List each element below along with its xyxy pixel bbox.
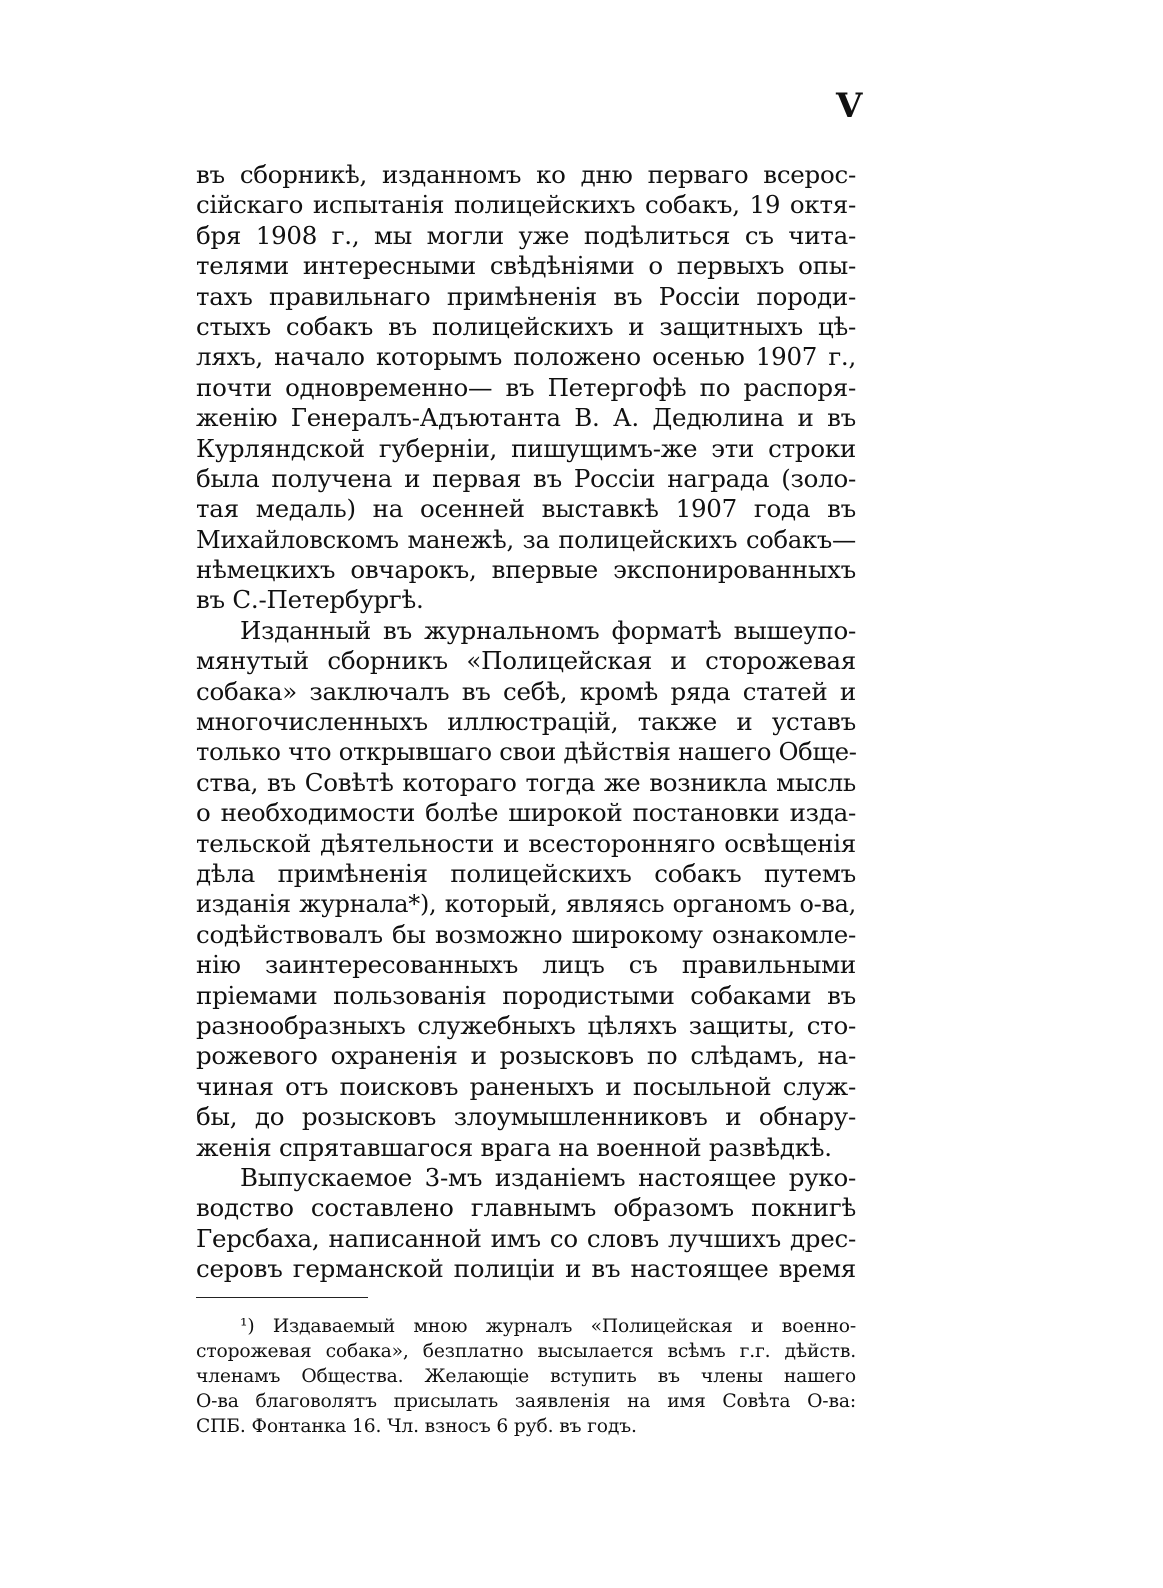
text-line: въ сборникѣ, изданномъ ко дню перваго всерос- — [196, 160, 856, 189]
text-line: тахъ правильнаго примѣненія въ Россіи породи- — [196, 281, 856, 311]
text-line: тая медаль) на осенней выставкѣ 1907 года въ — [196, 494, 856, 524]
text-line: нію заинтересованныхъ лицъ съ правильными — [196, 950, 856, 980]
text-line: нѣмецкихъ овчарокъ, впервые экспонированныхъ — [196, 555, 856, 585]
text-line: Михайловскомъ манежѣ, за полицейскихъ собакъ— — [196, 525, 856, 554]
text-line: въ С.-Петербургѣ. — [196, 585, 424, 615]
text-line: Герсбаха, написанной имъ со словъ лучшихъ дрес- — [196, 1223, 856, 1253]
text-line: ства, въ Совѣтѣ котораго тогда же возникла мысль — [196, 767, 856, 797]
text-line: стыхъ собакъ въ полицейскихъ и защитныхъ цѣ- — [196, 311, 856, 341]
page-number: V — [836, 86, 863, 126]
body-text — [196, 160, 856, 1284]
text-line: содѣйствовалъ бы возможно широкому ознакомле- — [196, 919, 856, 949]
footnote — [196, 1314, 856, 1439]
text-line: телями интересными свѣдѣніями о первыхъ опы- — [196, 251, 856, 281]
text-line: Курляндской губерніи, пишущимъ-же эти строки — [196, 433, 856, 463]
text-line: серовъ германской полиціи и въ настоящее время — [196, 1254, 856, 1284]
text-line: женію Генералъ-Адъютанта В. А. Дедюлина и въ — [196, 403, 856, 433]
text-line: Выпускаемое 3-мъ изданіемъ настоящее руко- — [240, 1162, 856, 1192]
footnote-line: членамъ Общества. Желающіе вступить въ члены нашего — [196, 1366, 856, 1387]
text-line: только что открывшаго свои дѣйствія нашего Обще- — [196, 738, 857, 767]
text-line: мянутый сборникъ «Полицейская и сторожевая — [196, 646, 856, 676]
footnote-divider — [196, 1297, 368, 1298]
text-line: собака» заключалъ въ себѣ, кромѣ ряда статей и — [196, 676, 856, 706]
text-line: тельской дѣятельности и всесторонняго освѣщенія — [196, 828, 856, 858]
text-line: многочисленныхъ иллюстрацій, также и уставъ — [196, 707, 856, 737]
text-line: дѣла примѣненія полицейскихъ собакъ путемъ — [196, 858, 856, 888]
text-line: водство составлено главнымъ образомъ покнигѣ — [196, 1193, 856, 1223]
text-line: ляхъ, начало которымъ положено осенью 1907 г., — [196, 342, 856, 372]
paragraph — [196, 1163, 856, 1285]
text-line: о необходимости болѣе широкой постановки изда- — [196, 798, 856, 828]
text-line: пріемами пользованія породистыми собаками въ — [196, 980, 856, 1010]
footnote-line: СПБ. Фонтанка 16. Чл. взносъ 6 руб. въ годъ. — [196, 1416, 637, 1437]
paragraph — [196, 160, 856, 616]
text-line: сійскаго испытанія полицейскихъ собакъ, 19 октя- — [196, 190, 856, 220]
text-line: изданія журнала*), который, являясь органомъ о-ва, — [196, 890, 856, 919]
footnote-line: сторожевая собака», безплатно высылается всѣмъ г.г. дѣйств. — [196, 1341, 856, 1362]
text-line: почти одновременно— въ Петергофѣ по распоря- — [196, 372, 856, 402]
footnote-line: ¹) Издаваемый мною журналъ «Полицейская и военно- — [240, 1316, 856, 1337]
text-line: бы, до розысковъ злоумышленниковъ и обнару- — [196, 1102, 856, 1132]
paragraph — [196, 616, 856, 1163]
text-line: женія спрятавшагося врага на военной развѣдкѣ. — [196, 1132, 832, 1162]
text-line: бря 1908 г., мы могли уже подѣлиться съ чита- — [196, 220, 856, 250]
text-line: была получена и первая въ Россіи награда (золо- — [196, 463, 856, 493]
text-line: Изданный въ журнальномъ форматѣ вышеупо- — [240, 615, 856, 645]
text-line: разнообразныхъ служебныхъ цѣляхъ защиты, сто- — [196, 1010, 856, 1040]
footnote-line: О-ва благоволятъ присылать заявленія на имя Совѣта О-ва: — [196, 1391, 856, 1412]
text-line: рожевого охраненія и розысковъ по слѣдамъ, на- — [196, 1041, 856, 1071]
text-line: чиная отъ поисковъ раненыхъ и посыльной служ- — [196, 1071, 856, 1101]
